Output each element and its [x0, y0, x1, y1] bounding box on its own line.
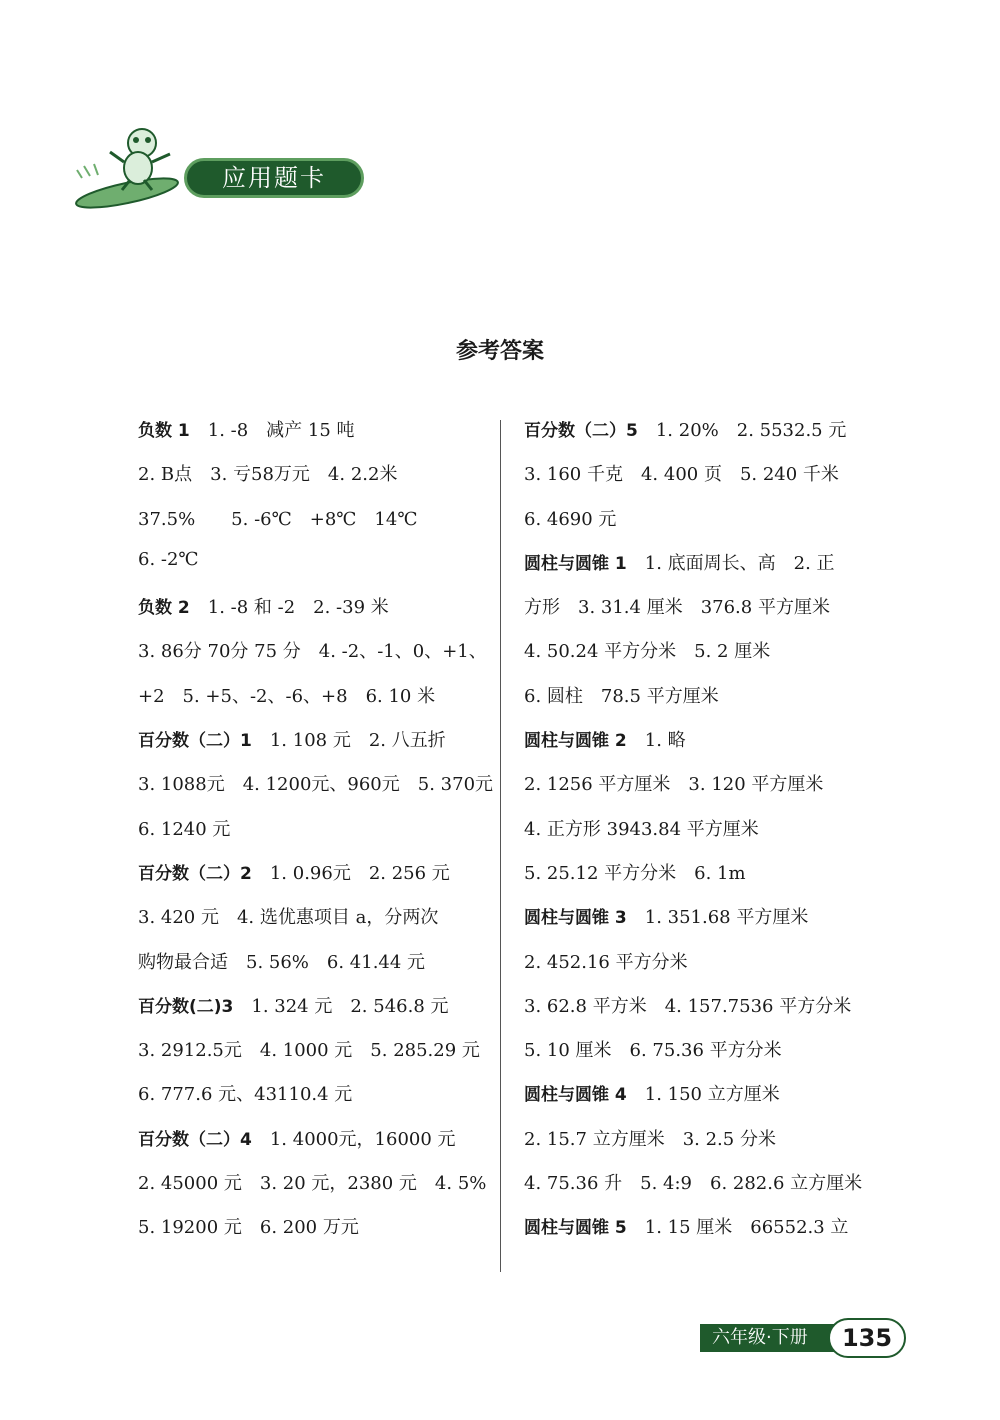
answer-line: 4. 50.24 平方分米 5. 2 厘米: [524, 641, 771, 663]
answer-line: 圆柱与圆锥 3 1. 351.68 平方厘米: [524, 907, 809, 929]
answer-line: 2. B点 3. 亏58万元 4. 2.2米: [138, 464, 398, 486]
grade-label: 六年级·下册: [700, 1324, 865, 1352]
column-divider: [500, 420, 501, 1272]
page-header: [72, 118, 372, 218]
answer-line: 百分数(二)3 1. 324 元 2. 546.8 元: [138, 995, 449, 1017]
answer-line: 2. 45000 元 3. 20 元，2380 元 4. 5%: [138, 1173, 487, 1195]
answer-line: 6. 777.6 元、43110.4 元: [138, 1084, 353, 1106]
frog-surfing-mascot-icon: [72, 118, 192, 218]
answer-line: 37.5% 5. -6℃ +8℃ 14℃: [138, 508, 418, 530]
answers-right-column: [524, 416, 874, 1258]
answers-left-column: [138, 416, 494, 1258]
page-title: 参考答案: [455, 338, 544, 364]
answer-line: 3. 1088元 4. 1200元、960元 5. 370元: [138, 774, 494, 796]
answer-line: 负数 2 1. -8 和 -2 2. -39 米: [138, 597, 389, 619]
answer-line: 2. 15.7 立方厘米 3. 2.5 分米: [524, 1128, 776, 1150]
answer-line: 购物最合适 5. 56% 6. 41.44 元: [138, 951, 426, 973]
page-footer: [700, 1318, 920, 1358]
answer-line: 3. 160 千克 4. 400 页 5. 240 千米: [524, 464, 839, 486]
answer-line: 圆柱与圆锥 5 1. 15 厘米 66552.3 立: [524, 1217, 849, 1239]
answer-line: 百分数（二）5 1. 20% 2. 5532.5 元: [524, 420, 847, 441]
answer-line: 3. 86分 70分 75 分 4. -2、-1、0、+1、: [138, 641, 487, 663]
answer-line: 4. 75.36 升 5. 4:9 6. 282.6 立方厘米: [524, 1173, 863, 1195]
answer-line: 3. 2912.5元 4. 1000 元 5. 285.29 元: [138, 1040, 480, 1062]
answer-line: 3. 420 元 4. 选优惠项目 a，分两次: [138, 907, 439, 929]
answer-line: 5. 19200 元 6. 200 万元: [138, 1217, 359, 1239]
answer-line: 3. 62.8 平方米 4. 157.7536 平方分米: [524, 995, 852, 1017]
answer-line: 2. 1256 平方厘米 3. 120 平方厘米: [524, 774, 824, 796]
answer-line: 5. 10 厘米 6. 75.36 平方分米: [524, 1040, 782, 1062]
answer-line: 百分数（二）1 1. 108 元 2. 八五折: [138, 730, 446, 752]
answer-line: 6. 1240 元: [138, 818, 231, 840]
answer-line: +2 5. +5、-2、-6、+8 6. 10 米: [138, 685, 436, 707]
answer-line: 6. 圆柱 78.5 平方厘米: [524, 685, 719, 707]
answer-line: 4. 正方形 3943.84 平方厘米: [524, 818, 759, 840]
page-number: 135: [828, 1318, 906, 1358]
answer-line: 百分数（二）4 1. 4000元，16000 元: [138, 1128, 456, 1150]
answer-line: 6. 4690 元: [524, 508, 617, 530]
answer-line: 圆柱与圆锥 2 1. 略: [524, 730, 686, 752]
answer-line: 6. -2℃: [138, 548, 199, 570]
answer-line: 5. 25.12 平方分米 6. 1m: [524, 862, 746, 884]
answer-line: 百分数（二）2 1. 0.96元 2. 256 元: [138, 862, 450, 884]
header-banner: 应用题卡: [184, 158, 364, 198]
answer-line: 负数 1 1. -8 减产 15 吨: [138, 420, 355, 441]
answer-line: 2. 452.16 平方分米: [524, 951, 688, 973]
answer-line: 圆柱与圆锥 1 1. 底面周长、高 2. 正: [524, 552, 835, 574]
answer-line: 方形 3. 31.4 厘米 376.8 平方厘米: [524, 597, 830, 619]
answer-line: 圆柱与圆锥 4 1. 150 立方厘米: [524, 1084, 780, 1106]
